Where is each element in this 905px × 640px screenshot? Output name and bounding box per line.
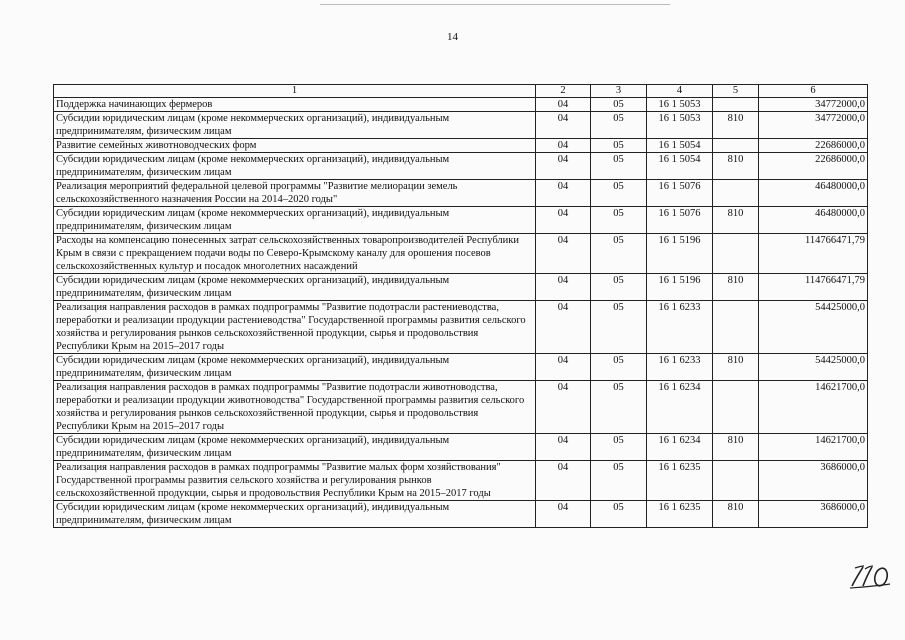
top-edge-line [320, 4, 670, 5]
section-code-cell: 04 [536, 139, 591, 153]
amount-cell: 46480000,0 [759, 207, 868, 234]
table-row [54, 461, 868, 501]
row-name-cell: Субсидии юридическим лицам (кроме некоммерческих организаций), индивидуальным предпринимателям, физическим лицам [54, 434, 536, 461]
amount-cell: 34772000,0 [759, 112, 868, 139]
row-name-cell: Реализация направления расходов в рамках подпрограммы "Развитие подотрасли растениеводства, переработки и реализации продукции растениеводства" Государственной программы развития сельского хозяйства и регулирования рынков сельскохозяйственной продукции, сырья и продовольствия Республики Крым на 2015–2017 годы [54, 301, 536, 354]
amount-cell: 114766471,79 [759, 274, 868, 301]
expense-type-cell [713, 139, 759, 153]
row-name-cell: Субсидии юридическим лицам (кроме некоммерческих организаций), индивидуальным предпринимателям, физическим лицам [54, 153, 536, 180]
expense-type-cell: 810 [713, 501, 759, 528]
subsection-code-cell: 05 [591, 234, 647, 274]
table-row [54, 112, 868, 139]
target-article-cell: 16 1 5076 [647, 180, 713, 207]
row-name-cell: Поддержка начинающих фермеров [54, 98, 536, 112]
target-article-cell: 16 1 5054 [647, 153, 713, 180]
subsection-code-cell: 05 [591, 501, 647, 528]
section-code-cell: 04 [536, 381, 591, 434]
subsection-code-cell: 05 [591, 112, 647, 139]
section-code-cell: 04 [536, 153, 591, 180]
expense-type-cell: 810 [713, 112, 759, 139]
table-header-row [54, 85, 868, 98]
row-name-cell: Реализация мероприятий федеральной целевой программы "Развитие мелиорации земель сельскохозяйственного назначения России на 2014–2020 годы" [54, 180, 536, 207]
amount-cell: 22686000,0 [759, 139, 868, 153]
expense-type-cell [713, 381, 759, 434]
column-header: 6 [759, 85, 868, 98]
row-name-cell: Субсидии юридическим лицам (кроме некоммерческих организаций), индивидуальным предпринимателям, физическим лицам [54, 501, 536, 528]
row-name-cell: Субсидии юридическим лицам (кроме некоммерческих организаций), индивидуальным предпринимателям, физическим лицам [54, 207, 536, 234]
subsection-code-cell: 05 [591, 180, 647, 207]
section-code-cell: 04 [536, 112, 591, 139]
column-header: 1 [54, 85, 536, 98]
section-code-cell: 04 [536, 234, 591, 274]
budget-table [53, 84, 868, 528]
expense-type-cell: 810 [713, 207, 759, 234]
column-header: 2 [536, 85, 591, 98]
expense-type-cell: 810 [713, 274, 759, 301]
amount-cell: 46480000,0 [759, 180, 868, 207]
section-code-cell: 04 [536, 461, 591, 501]
subsection-code-cell: 05 [591, 434, 647, 461]
table-row [54, 139, 868, 153]
target-article-cell: 16 1 6233 [647, 301, 713, 354]
table-row [54, 207, 868, 234]
subsection-code-cell: 05 [591, 274, 647, 301]
amount-cell: 14621700,0 [759, 434, 868, 461]
table-row [54, 234, 868, 274]
expense-type-cell [713, 301, 759, 354]
expense-type-cell: 810 [713, 354, 759, 381]
amount-cell: 3686000,0 [759, 501, 868, 528]
table-row [54, 434, 868, 461]
expense-type-cell: 810 [713, 434, 759, 461]
table-row [54, 501, 868, 528]
column-header: 5 [713, 85, 759, 98]
row-name-cell: Реализация направления расходов в рамках подпрограммы "Развитие малых форм хозяйствования" Государственной программы развития сельского хозяйства и регулирования рынков сельскохозяйственной продукции, сырья и продовольствия Республики Крым на 2015–2017 годы [54, 461, 536, 501]
amount-cell: 34772000,0 [759, 98, 868, 112]
target-article-cell: 16 1 5053 [647, 98, 713, 112]
expense-type-cell [713, 180, 759, 207]
target-article-cell: 16 1 5053 [647, 112, 713, 139]
table-row [54, 180, 868, 207]
subsection-code-cell: 05 [591, 381, 647, 434]
expense-type-cell [713, 234, 759, 274]
amount-cell: 22686000,0 [759, 153, 868, 180]
target-article-cell: 16 1 5196 [647, 234, 713, 274]
table-row [54, 153, 868, 180]
target-article-cell: 16 1 6234 [647, 434, 713, 461]
target-article-cell: 16 1 6233 [647, 354, 713, 381]
row-name-cell: Субсидии юридическим лицам (кроме некоммерческих организаций), индивидуальным предпринимателям, физическим лицам [54, 112, 536, 139]
target-article-cell: 16 1 5076 [647, 207, 713, 234]
table-row [54, 98, 868, 112]
page-number: 14 [447, 31, 458, 43]
row-name-cell: Реализация направления расходов в рамках подпрограммы "Развитие подотрасли животноводства, переработки и реализации продукции животноводства" Государственной программы развития сельского хозяйства и регулирования рынков сельскохозяйственной продукции, сырья и продовольствия Республики Крым на 2015–2017 годы [54, 381, 536, 434]
row-name-cell: Расходы на компенсацию понесенных затрат сельскохозяйственных товаропроизводителей Республики Крым в связи с прекращением подачи воды по Северо-Крымскому каналу для орошения посевов сельскохозяйственных культур и посадок многолетних насаждений [54, 234, 536, 274]
section-code-cell: 04 [536, 301, 591, 354]
amount-cell: 54425000,0 [759, 301, 868, 354]
table-row [54, 354, 868, 381]
row-name-cell: Субсидии юридическим лицам (кроме некоммерческих организаций), индивидуальным предпринимателям, физическим лицам [54, 274, 536, 301]
target-article-cell: 16 1 5196 [647, 274, 713, 301]
subsection-code-cell: 05 [591, 98, 647, 112]
amount-cell: 3686000,0 [759, 461, 868, 501]
subsection-code-cell: 05 [591, 461, 647, 501]
handwritten-page-number [848, 564, 892, 590]
table-row [54, 301, 868, 354]
subsection-code-cell: 05 [591, 354, 647, 381]
section-code-cell: 04 [536, 98, 591, 112]
expense-type-cell: 810 [713, 153, 759, 180]
amount-cell: 54425000,0 [759, 354, 868, 381]
section-code-cell: 04 [536, 180, 591, 207]
section-code-cell: 04 [536, 207, 591, 234]
section-code-cell: 04 [536, 434, 591, 461]
amount-cell: 114766471,79 [759, 234, 868, 274]
section-code-cell: 04 [536, 501, 591, 528]
subsection-code-cell: 05 [591, 207, 647, 234]
expense-type-cell [713, 98, 759, 112]
amount-cell: 14621700,0 [759, 381, 868, 434]
row-name-cell: Развитие семейных животноводческих форм [54, 139, 536, 153]
row-name-cell: Субсидии юридическим лицам (кроме некоммерческих организаций), индивидуальным предпринимателям, физическим лицам [54, 354, 536, 381]
column-header: 3 [591, 85, 647, 98]
column-header: 4 [647, 85, 713, 98]
section-code-cell: 04 [536, 274, 591, 301]
target-article-cell: 16 1 6234 [647, 381, 713, 434]
expense-type-cell [713, 461, 759, 501]
target-article-cell: 16 1 5054 [647, 139, 713, 153]
subsection-code-cell: 05 [591, 139, 647, 153]
target-article-cell: 16 1 6235 [647, 461, 713, 501]
subsection-code-cell: 05 [591, 153, 647, 180]
table-row [54, 274, 868, 301]
section-code-cell: 04 [536, 354, 591, 381]
target-article-cell: 16 1 6235 [647, 501, 713, 528]
table-row [54, 381, 868, 434]
subsection-code-cell: 05 [591, 301, 647, 354]
